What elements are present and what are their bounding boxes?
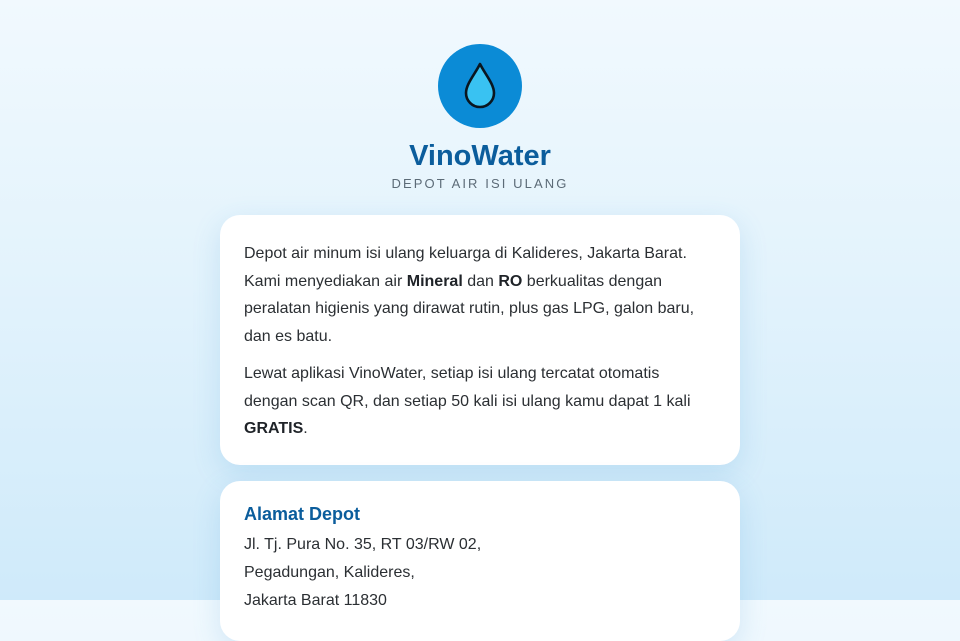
address-line: Pegadungan, Kalideres, — [244, 564, 415, 581]
water-drop-icon — [462, 61, 498, 111]
address-line: Jakarta Barat 11830 — [244, 592, 387, 609]
about-text: Lewat aplikasi VinoWater, setiap isi ulang tercatat otomatis dengan scan QR, dan setiap 50 kali isi ulang kamu dapat 1 kali — [244, 365, 691, 410]
about-text: Depot air minum isi ulang keluarga di Kalideres, Jakarta Barat. Kami menyediakan air — [244, 245, 687, 290]
about-text: berkualitas dengan peralatan higienis yang dirawat rutin, plus gas LPG, galon baru, dan es batu. — [244, 272, 695, 345]
about-card — [220, 215, 740, 465]
about-text: . — [303, 420, 308, 437]
brand-subtitle: DEPOT AIR ISI ULANG — [391, 176, 569, 191]
about-text: dan — [462, 272, 499, 290]
brand-logo — [438, 44, 522, 128]
about-paragraph-1 — [244, 240, 716, 350]
brand-title: VinoWater — [409, 140, 551, 172]
address-line: Jl. Tj. Pura No. 35, RT 03/RW 02, — [244, 536, 482, 553]
ro-highlight: RO — [498, 272, 523, 290]
gratis-highlight: GRATIS — [244, 420, 304, 437]
mineral-highlight: Mineral — [406, 272, 463, 290]
address-heading: Alamat Depot — [244, 504, 361, 524]
address-card — [220, 481, 740, 641]
about-paragraph-2 — [244, 360, 716, 443]
